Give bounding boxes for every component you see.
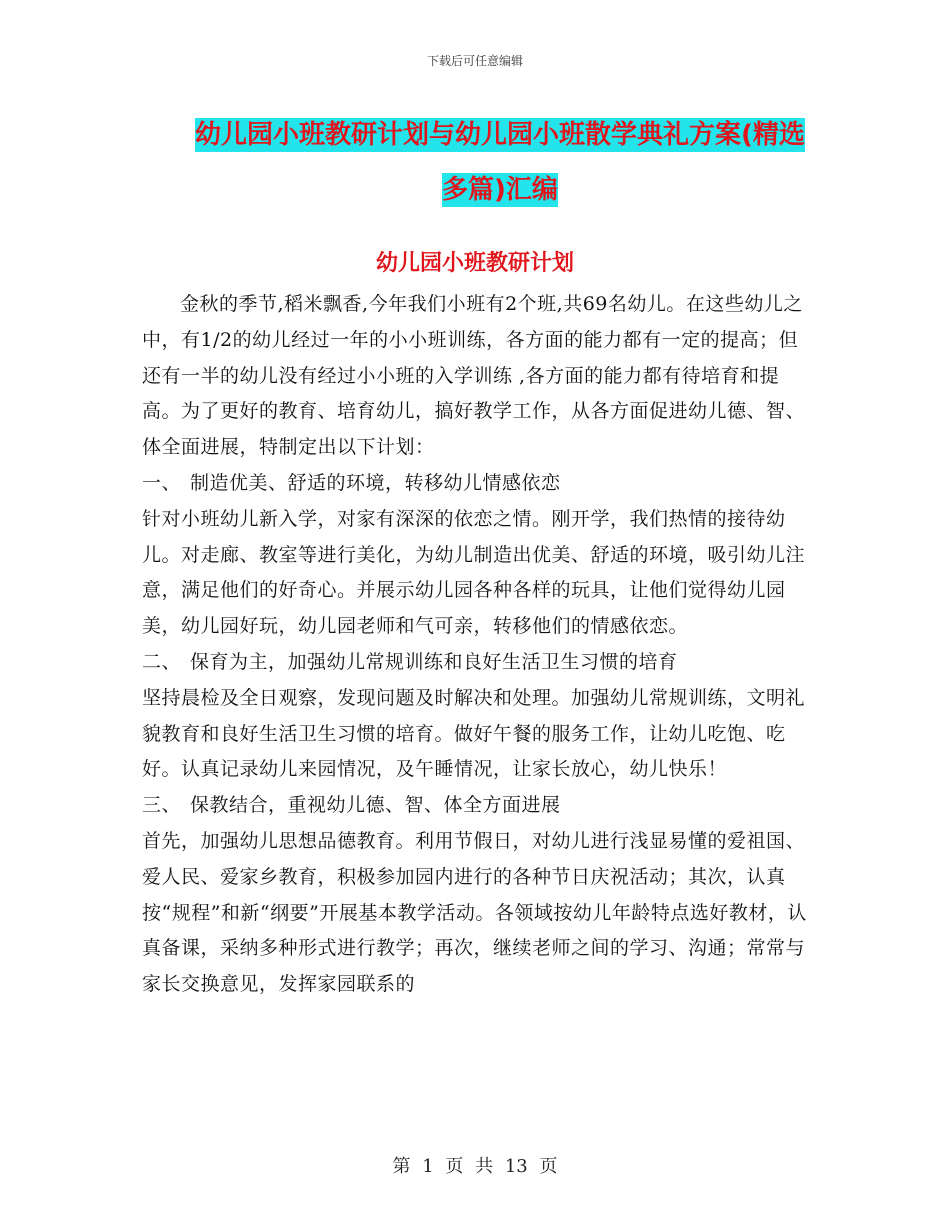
section-heading-text-2: 保育为主，加强幼儿常规训练和良好生活卫生习惯的培育 — [190, 650, 678, 673]
section-title: 幼儿园小班教研计划 — [375, 251, 574, 276]
section-number-3: 三、 — [142, 794, 182, 817]
section-number-2: 二、 — [142, 650, 182, 673]
intro-paragraph: 金秋的季节,稻米飘香,今年我们小班有2个班,共69名幼儿。在这些幼儿之中，有1/2的幼儿经过一年的小小班训练，各方面的能力都有一定的提高；但还有一半的幼儿没有经过小小班的入学训练 ,各方面的能力都有待培育和提高。为了更好的教育、培育幼儿，搞好教学工作，从各方面促进幼儿德、智、体全面进展，特制定出以下计划： — [142, 293, 806, 459]
document-body — [142, 287, 810, 1003]
section-heading-3 — [142, 788, 810, 824]
section-heading-text-3: 保教结合，重视幼儿德、智、体全方面进展 — [190, 794, 561, 817]
section-number-1: 一、 — [142, 471, 182, 494]
section-heading-1 — [142, 466, 810, 502]
page-number: 第 1 页 共 13 页 — [392, 1156, 558, 1177]
header-note: 下载后可任意编辑 — [426, 54, 523, 68]
section-body-1: 针对小班幼儿新入学，对家有深深的依恋之情。刚开学，我们热情的接待幼儿。对走廊、教室等进行美化，为幼儿制造出优美、舒适的环境，吸引幼儿注意，满足他们的好奇心。并展示幼儿园各种各样的玩具，让他们觉得幼儿园美，幼儿园好玩，幼儿园老师和气可亲，转移他们的情感依恋。 — [142, 507, 806, 638]
document-title — [150, 108, 850, 218]
section-heading-2 — [142, 645, 810, 681]
section-body-2: 坚持晨检及全日观察，发现问题及时解决和处理。加强幼儿常规训练，文明礼貌教育和良好生活卫生习惯的培育。做好午餐的服务工作，让幼儿吃饱、吃好。认真记录幼儿来园情况，及午睡情况，让家长放心，幼儿快乐！ — [142, 686, 806, 781]
document-title-line-1: 幼儿园小班教研计划与幼儿园小班散学典礼方案(精选 — [195, 120, 805, 150]
section-heading-text-1: 制造优美、舒适的环境，转移幼儿情感依恋 — [190, 471, 561, 494]
section-body-3: 首先，加强幼儿思想品德教育。利用节假日，对幼儿进行浅显易懂的爱祖国、爱人民、爱家乡教育，积极参加园内进行的各种节日庆祝活动；其次，认真按“规程”和新“纲要”开展基本教学活动。各领域按幼儿年龄特点选好教材，认真备课，采纳多种形式进行教学；再次，继续老师之间的学习、沟通；常常与家长交换意见，发挥家园联系的 — [142, 829, 807, 996]
document-title-line-2: 多篇)汇编 — [442, 175, 558, 205]
